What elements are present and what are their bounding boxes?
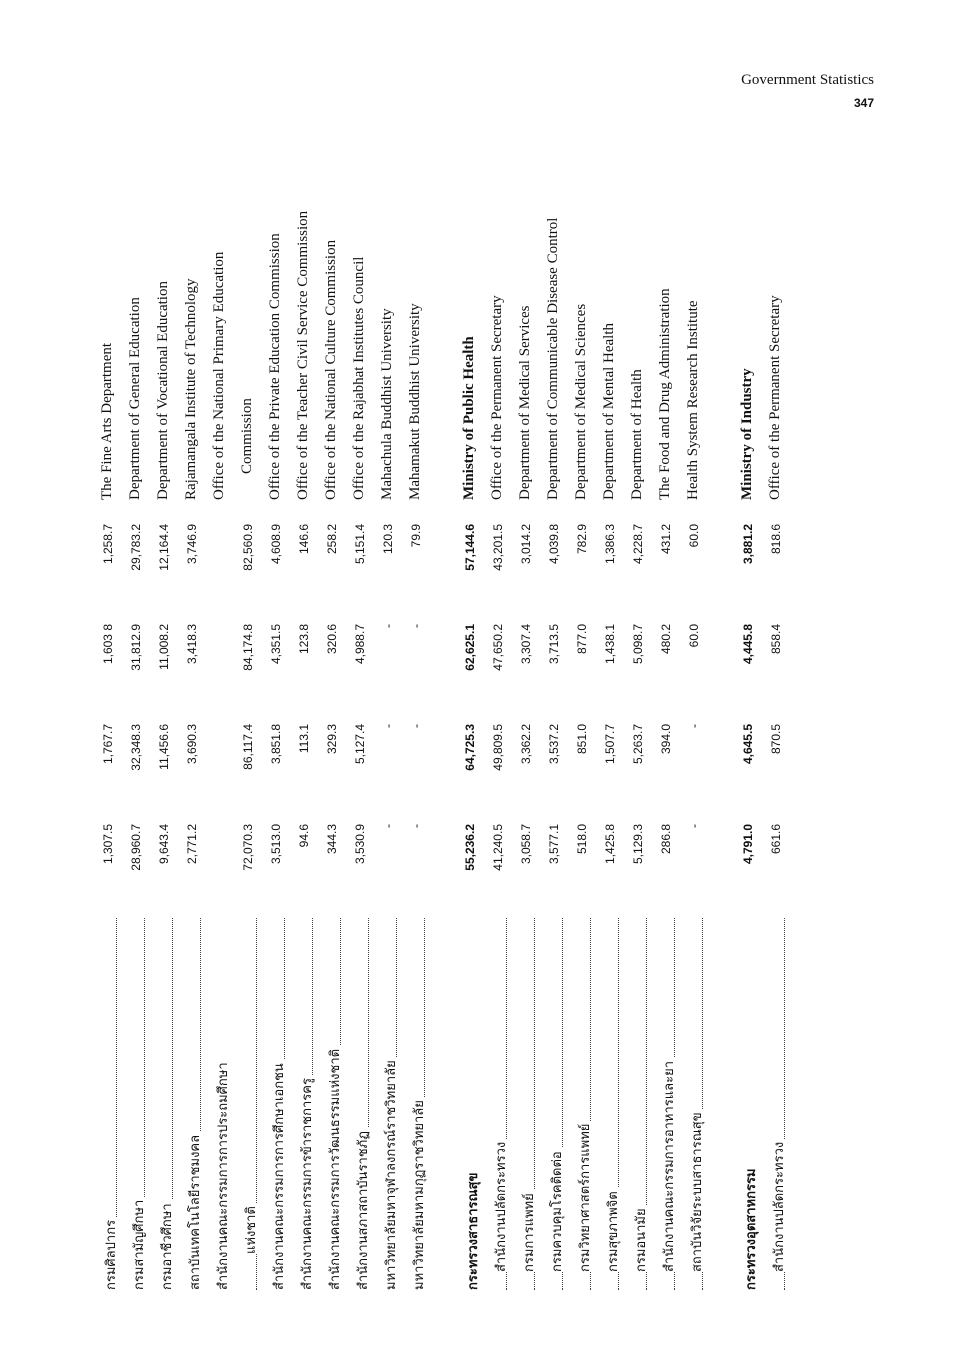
value-cell-3: - bbox=[409, 624, 423, 628]
value-cell-1: 9,643.4 bbox=[157, 824, 171, 865]
value-cell-3: 62,625.1 bbox=[463, 624, 477, 671]
thai-label bbox=[768, 918, 789, 1290]
value-cell-1: 41,240.5 bbox=[491, 824, 505, 871]
value-cell-2: 3,537.2 bbox=[547, 724, 561, 765]
thai-label bbox=[156, 918, 177, 1290]
value-cell-1: - bbox=[381, 824, 395, 828]
value-cell-2: 49,809.5 bbox=[491, 724, 505, 771]
value-cell-3: - bbox=[381, 624, 395, 628]
english-label: Mahamakut Buddhist University bbox=[407, 303, 423, 500]
table-row bbox=[600, 140, 626, 1290]
value-cell-1: 3,058.7 bbox=[519, 824, 533, 865]
value-cell-2: 329.3 bbox=[325, 724, 339, 755]
thai-label bbox=[380, 918, 401, 1290]
value-cell-3: 480.2 bbox=[659, 624, 673, 655]
value-cell-2: 64,725.3 bbox=[463, 724, 477, 771]
thai-label bbox=[574, 918, 595, 1290]
value-cell-4: 3,746.9 bbox=[185, 524, 199, 565]
english-label: Department of General Education bbox=[127, 297, 143, 500]
value-cell-4: 1,258.7 bbox=[101, 524, 115, 565]
value-cell-1: 3,577.1 bbox=[547, 824, 561, 865]
table-row bbox=[322, 140, 348, 1290]
table-row bbox=[460, 140, 486, 1290]
thai-label bbox=[352, 918, 373, 1290]
value-cell-3: 5,098.7 bbox=[631, 624, 645, 665]
value-cell-2: 1,767.7 bbox=[101, 724, 115, 765]
table-row bbox=[516, 140, 542, 1290]
english-label: Office of the Private Education Commission bbox=[267, 233, 283, 500]
value-cell-2: 5,263.7 bbox=[631, 724, 645, 765]
value-cell-4: 82,560.9 bbox=[241, 524, 255, 571]
table-row bbox=[572, 140, 598, 1290]
thai-label-text: แห่งชาติ bbox=[244, 1203, 259, 1254]
thai-label-text: สำนักงานสภาสถาบันราชภัฏ bbox=[356, 1128, 371, 1290]
value-cell-2: 113.1 bbox=[297, 724, 311, 754]
english-label: Ministry of Public Health bbox=[461, 336, 477, 500]
value-cell-3: 84,174.8 bbox=[241, 624, 255, 671]
english-label: Department of Vocational Education bbox=[155, 281, 171, 500]
value-cell-1: 661.6 bbox=[769, 824, 783, 855]
table-row bbox=[738, 140, 764, 1290]
value-cell-1: 3,513.0 bbox=[269, 824, 283, 865]
table-row bbox=[684, 140, 710, 1290]
value-cell-1: 5,129.3 bbox=[631, 824, 645, 865]
table-row bbox=[98, 140, 124, 1290]
thai-label-text: กระทรวงอุตสาหกรรม bbox=[744, 1166, 759, 1291]
table-row bbox=[238, 140, 264, 1290]
value-cell-2: 3,851.8 bbox=[269, 724, 283, 765]
thai-label-text: สำนักงานปลัดกระทรวง bbox=[772, 1139, 787, 1272]
value-cell-2: - bbox=[409, 724, 423, 728]
thai-label bbox=[686, 918, 707, 1290]
thai-label-text: กรมศิลปากร bbox=[104, 1217, 119, 1290]
english-label: Office of the National Primary Education bbox=[211, 251, 227, 500]
value-cell-4: 60.0 bbox=[687, 524, 701, 548]
english-label: Department of Mental Health bbox=[601, 322, 617, 500]
table-row bbox=[182, 140, 208, 1290]
thai-label-text: สำนักงานคณะกรรมการการศึกษาเอกชน bbox=[272, 1060, 287, 1290]
table-row bbox=[266, 140, 292, 1290]
value-cell-3: 47,650.2 bbox=[491, 624, 505, 671]
value-cell-4: 4,039.8 bbox=[547, 524, 561, 565]
english-label: Department of Medical Sciences bbox=[573, 303, 589, 500]
thai-label bbox=[100, 918, 121, 1290]
value-cell-2: 3,362.2 bbox=[519, 724, 533, 765]
value-cell-4: 3,881.2 bbox=[741, 524, 755, 565]
value-cell-1: - bbox=[409, 824, 423, 828]
running-header-title: Government Statistics bbox=[741, 72, 874, 88]
value-cell-1: 344.3 bbox=[325, 824, 339, 855]
english-label: The Fine Arts Department bbox=[99, 342, 115, 500]
value-cell-4: 43,201.5 bbox=[491, 524, 505, 571]
value-cell-2: 1,507.7 bbox=[603, 724, 617, 765]
thai-label-text: สถาบันเทคโนโลยีราชมงคล bbox=[188, 1132, 203, 1290]
value-cell-1: 2,771.2 bbox=[185, 824, 199, 865]
value-cell-2: - bbox=[687, 724, 701, 728]
value-cell-4: 1,386.3 bbox=[603, 524, 617, 565]
thai-label bbox=[212, 918, 233, 1290]
english-label: Commission bbox=[239, 398, 255, 474]
rotated-statistics-table bbox=[90, 140, 787, 1290]
table-row bbox=[628, 140, 654, 1290]
table-row bbox=[126, 140, 152, 1290]
table-row bbox=[154, 140, 180, 1290]
value-cell-3: 11,008.2 bbox=[157, 624, 171, 670]
thai-label-text: กรมสามัญศึกษา bbox=[132, 1197, 147, 1290]
value-cell-3: 123.8 bbox=[297, 624, 311, 655]
value-cell-1: 1,425.8 bbox=[603, 824, 617, 865]
value-cell-3: 3,418.3 bbox=[185, 624, 199, 665]
value-cell-2: 870.5 bbox=[769, 724, 783, 755]
thai-label bbox=[462, 918, 483, 1290]
value-cell-4: 3,014.2 bbox=[519, 524, 533, 565]
value-cell-4: 5,151.4 bbox=[353, 524, 367, 565]
thai-label bbox=[518, 918, 539, 1290]
thai-label bbox=[740, 918, 761, 1290]
value-cell-1: 4,791.0 bbox=[741, 824, 755, 865]
value-cell-4: 431.2 bbox=[659, 524, 673, 555]
value-cell-2: 5,127.4 bbox=[353, 724, 367, 765]
value-cell-3: 4,988.7 bbox=[353, 624, 367, 665]
value-cell-1: 1,307.5 bbox=[101, 824, 115, 865]
table-row bbox=[210, 140, 236, 1290]
value-cell-4: 12,164.4 bbox=[157, 524, 171, 571]
value-cell-3: 1,603 8 bbox=[101, 624, 115, 665]
value-cell-4: 258.2 bbox=[325, 524, 339, 555]
value-cell-3: 3,307.4 bbox=[519, 624, 533, 665]
table-row bbox=[766, 140, 792, 1290]
value-cell-2: 851.0 bbox=[575, 724, 589, 755]
thai-label-text: กรมอนามัย bbox=[634, 1205, 649, 1272]
thai-label-text: สำนักงานปลัดกระทรวง bbox=[494, 1139, 509, 1272]
value-cell-2: - bbox=[381, 724, 395, 728]
value-cell-4: 782.9 bbox=[575, 524, 589, 555]
value-cell-3: 4,445.8 bbox=[741, 624, 755, 665]
value-cell-3: 1,438.1 bbox=[603, 624, 617, 665]
value-cell-2: 4,645.5 bbox=[741, 724, 755, 765]
english-label: Office of the National Culture Commission bbox=[323, 239, 339, 500]
thai-label-text: มหาวิทยาลัยมหามกุฏราชวิทยาลัย bbox=[412, 1097, 427, 1290]
table-row bbox=[656, 140, 682, 1290]
thai-label bbox=[602, 918, 623, 1290]
thai-label-text: สำนักงานคณะกรรมการข้าราชการครู bbox=[300, 1075, 315, 1290]
value-cell-3: 60.0 bbox=[687, 624, 701, 648]
value-cell-1: 55,236.2 bbox=[463, 824, 477, 871]
value-cell-1: 3,530.9 bbox=[353, 824, 367, 865]
value-cell-4: 120.3 bbox=[381, 524, 395, 555]
table-row bbox=[488, 140, 514, 1290]
thai-label bbox=[324, 918, 345, 1290]
value-cell-1: 72,070.3 bbox=[241, 824, 255, 871]
value-cell-4: 818.6 bbox=[769, 524, 783, 555]
value-cell-1: 286.8 bbox=[659, 824, 673, 855]
english-label: Department of Health bbox=[629, 369, 645, 500]
thai-label bbox=[658, 918, 679, 1290]
thai-label-text: กรมการแพทย์ bbox=[522, 1190, 537, 1272]
value-cell-4: 29,783.2 bbox=[129, 524, 143, 571]
english-label: Mahachula Buddhist University bbox=[379, 308, 395, 500]
value-cell-2: 11,456.6 bbox=[157, 724, 171, 770]
thai-label bbox=[630, 918, 651, 1290]
thai-label-text: กรมวิทยาศาสตร์การแพทย์ bbox=[578, 1121, 593, 1272]
thai-label bbox=[268, 918, 289, 1290]
thai-label-text: สำนักงานคณะกรรมการการประถมศึกษา bbox=[216, 1059, 231, 1290]
table-row bbox=[350, 140, 376, 1290]
english-label: Rajamangala Institute of Technology bbox=[183, 278, 199, 500]
value-cell-3: 858.4 bbox=[769, 624, 783, 655]
thai-label-text: สำนักงานคณะกรรมการวัฒนธรรมแห่งชาติ bbox=[328, 1046, 343, 1290]
thai-label bbox=[490, 918, 511, 1290]
value-cell-2: 32,348.3 bbox=[129, 724, 143, 771]
english-label: Office of the Permanent Secretary bbox=[767, 295, 783, 500]
english-label: Office of the Rajabhat Institutes Council bbox=[351, 256, 367, 500]
thai-label-text: มหาวิทยาลัยมหาจุฬาลงกรณ์ราชวิทยาลัย bbox=[384, 1057, 399, 1290]
value-cell-1: 94.6 bbox=[297, 824, 311, 848]
table-row bbox=[378, 140, 404, 1290]
value-cell-1: - bbox=[687, 824, 701, 828]
value-cell-4: 4,228.7 bbox=[631, 524, 645, 565]
value-cell-4: 146.6 bbox=[297, 524, 311, 555]
value-cell-3: 31,812.9 bbox=[129, 624, 143, 671]
thai-label-text: สถาบันวิจัยระบบสาธารณสุข bbox=[690, 1109, 705, 1272]
value-cell-1: 28,960.7 bbox=[129, 824, 143, 871]
thai-label-text: กระทรวงสาธารณสุข bbox=[466, 1170, 481, 1290]
value-cell-1: 518.0 bbox=[575, 824, 589, 855]
thai-label-text: กรมควบคุมโรคติดต่อ bbox=[550, 1148, 565, 1272]
english-label: Health System Research Institute bbox=[685, 300, 701, 500]
english-label: Office of the Teacher Civil Service Commission bbox=[295, 210, 311, 500]
thai-label-text: สำนักงานคณะกรรมการอาหารและยา bbox=[662, 1058, 677, 1272]
value-cell-4: 4,608.9 bbox=[269, 524, 283, 565]
thai-label-text: กรมสุขภาพจิต bbox=[606, 1188, 621, 1272]
value-cell-3: 320.6 bbox=[325, 624, 339, 655]
value-cell-2: 3,690.3 bbox=[185, 724, 199, 765]
english-label: Department of Communicable Disease Control bbox=[545, 217, 561, 500]
value-cell-3: 877.0 bbox=[575, 624, 589, 655]
page-number: 347 bbox=[853, 96, 874, 110]
thai-label bbox=[240, 918, 261, 1290]
value-cell-3: 3,713.5 bbox=[547, 624, 561, 665]
value-cell-2: 394.0 bbox=[659, 724, 673, 755]
value-cell-4: 57,144.6 bbox=[463, 524, 477, 571]
thai-label bbox=[184, 918, 205, 1290]
english-label: Department of Medical Services bbox=[517, 305, 533, 500]
english-label: Ministry of Industry bbox=[739, 368, 755, 500]
table-row bbox=[544, 140, 570, 1290]
value-cell-3: 4,351.5 bbox=[269, 624, 283, 665]
value-cell-2: 86,117.4 bbox=[241, 724, 255, 770]
thai-label-text: กรมอาชีวศึกษา bbox=[160, 1200, 175, 1290]
thai-label bbox=[546, 918, 567, 1290]
thai-label bbox=[128, 918, 149, 1290]
value-cell-4: 79.9 bbox=[409, 524, 423, 548]
english-label: Office of the Permanent Secretary bbox=[489, 295, 505, 500]
table-row bbox=[294, 140, 320, 1290]
thai-label bbox=[408, 918, 429, 1290]
thai-label bbox=[296, 918, 317, 1290]
table-row bbox=[406, 140, 432, 1290]
english-label: The Food and Drug Administration bbox=[657, 288, 673, 500]
